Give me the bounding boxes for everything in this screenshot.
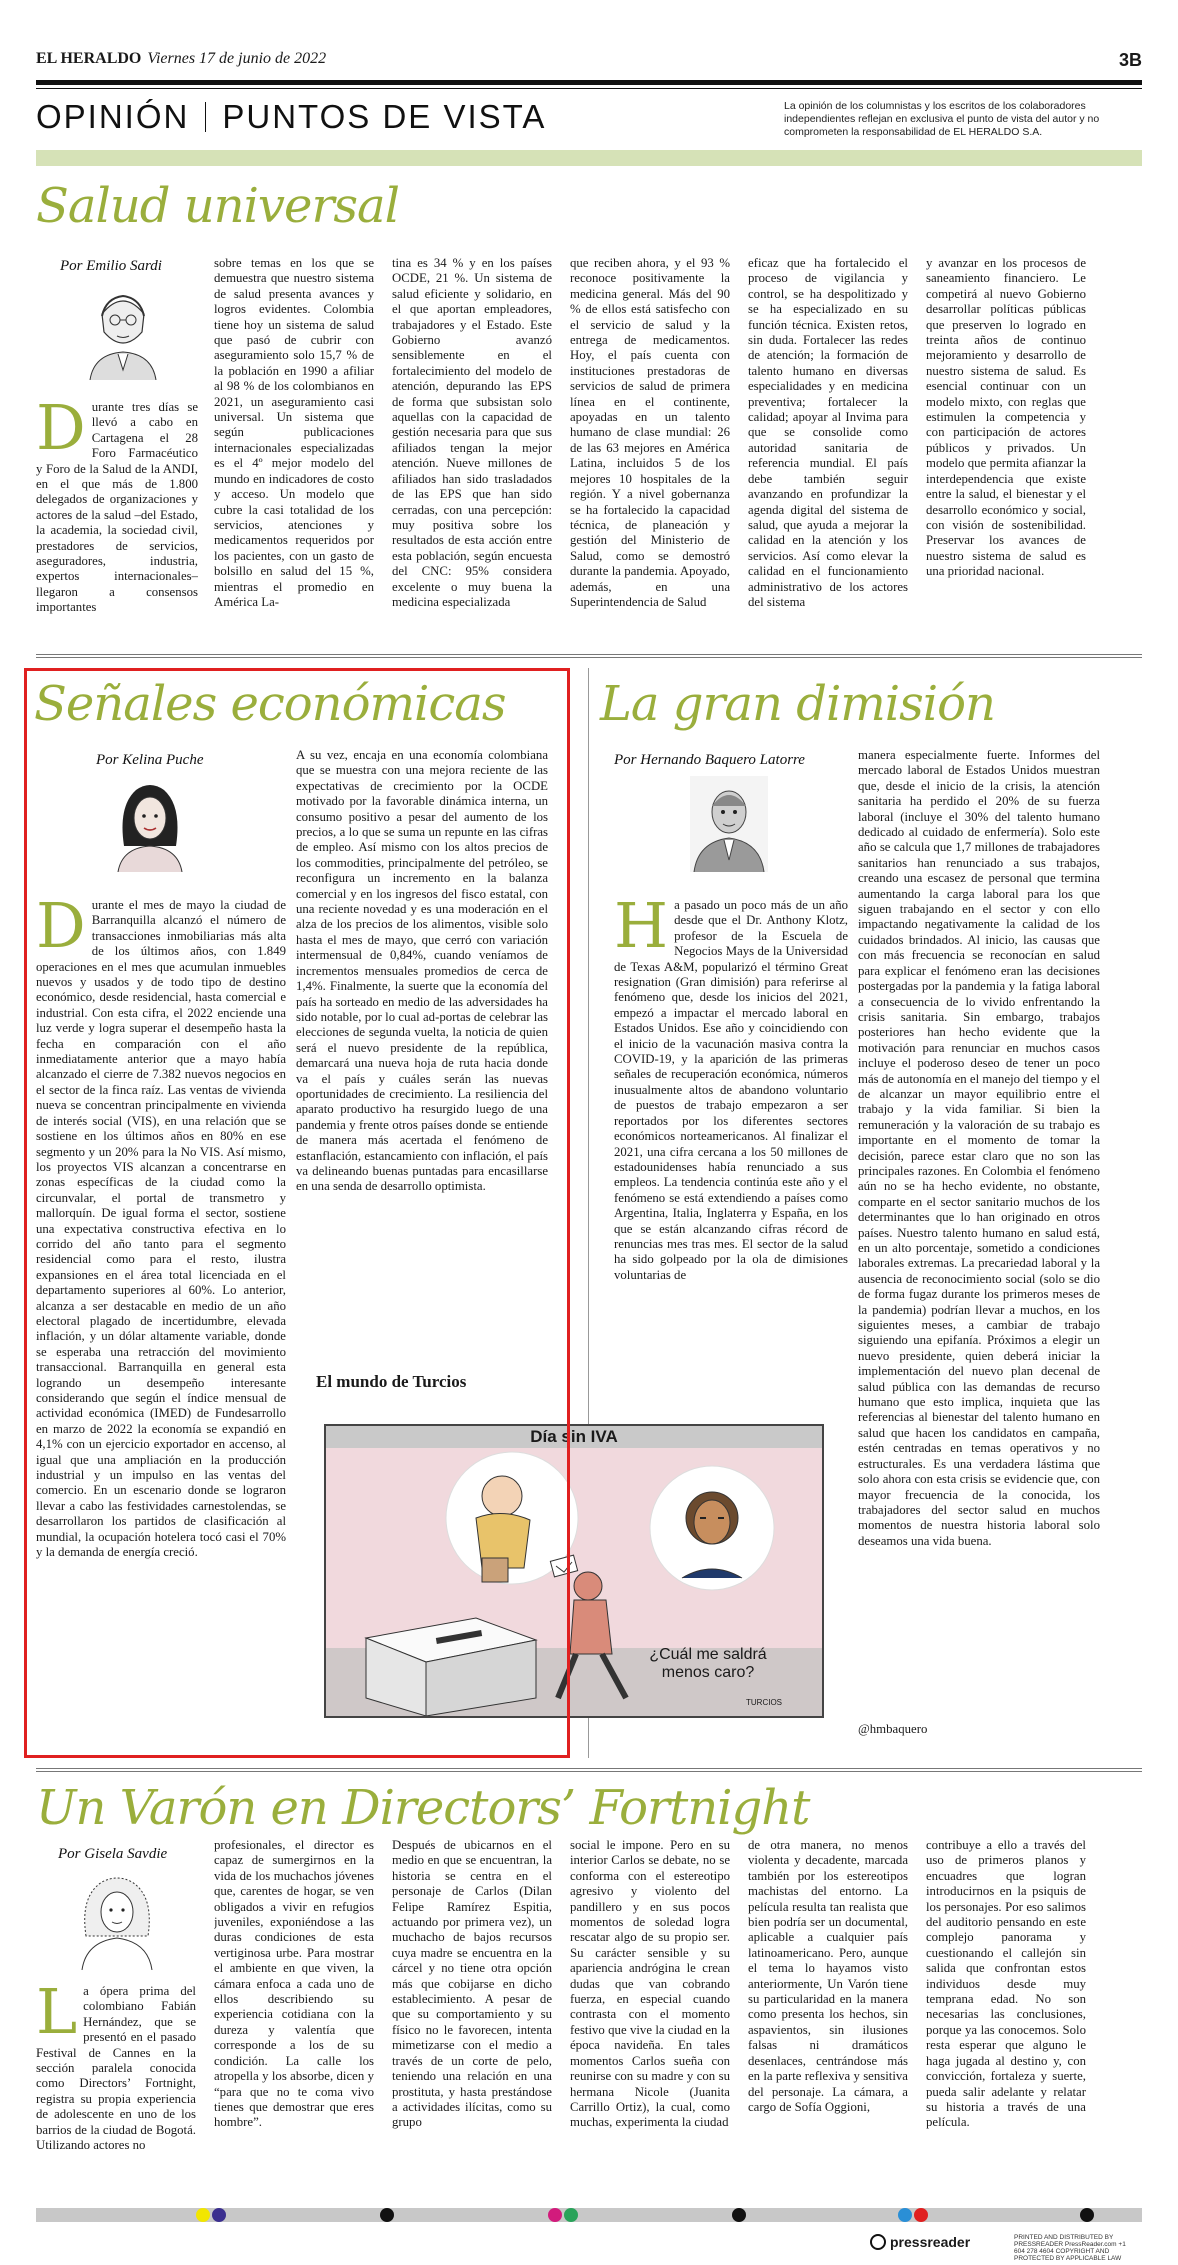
subsection-name: PUNTOS DE VISTA — [222, 98, 547, 135]
dropcap: D — [36, 898, 86, 962]
article-headline-salud: Salud universal — [36, 178, 399, 234]
article-divider — [36, 1771, 1142, 1772]
registration-dot — [732, 2208, 746, 2222]
article-column: que reciben ahora, y el 93 % reconoce positivamente la medicina general. Más del 90 % de ellos está satisfecho con el servicio de salud y la entrega de medicamentos. Hoy, el país cuenta con instituciones prestadoras de servicios de salud de primera línea en el continente, apoyadas en un talento humano de clase mundial: 26 de las 63 mejores en América Latina, incluidos 5 de los mejores 10 hospitales de la región. Y a nivel gobernanza se ha fortalecido la capacidad técnica, de planeación y gestión del Ministerio de Salud, como se demostró durante la pandemia. Apoyado, además, en una Superintendencia de Salud — [570, 256, 730, 609]
article-byline-baquero: Por Hernando Baquero Latorre — [614, 752, 805, 768]
registration-dot — [212, 2208, 226, 2222]
dropcap: L — [36, 1984, 78, 2048]
registration-dot — [914, 2208, 928, 2222]
highlight-box — [24, 668, 570, 1758]
header-rule — [36, 80, 1142, 85]
page-number: 3B — [1118, 50, 1142, 70]
author-handle: @hmbaquero — [858, 1722, 928, 1736]
article-divider — [36, 654, 1142, 655]
article-column: sobre temas en los que se demuestra que nuestro sistema de salud presenta avances y logros evidentes. Colombia tiene hoy un sistema de salud que pasó de cubrir con aseguramiento solo 15,7 % de la población en 1990 a afiliar al 98 % de los colombianos en 2021, un aseguramiento casi universal. Un sistema que según publicaciones internacionales especializadas es el 4º mejor modelo del mundo en indicadores de costo y acceso. Un modelo que cubre la casi totalidad de los servicios, atenciones y medicamentos requeridos por los pacientes, con un gasto de bolsillo en salud del 15 %, mientras el promedio en América La- — [214, 256, 374, 609]
article-divider — [36, 1768, 1142, 1769]
article-column: A su vez, encaja en una economía colombiana que se muestra con una mejora reciente de las expectativas de crecimiento por la OCDE motivado por la favorable dinámica interna, un consumo positivo a pesar del aumento de los precios, a lo que se suma un repunte en las cifras de empleo. Así mismo con los altos precios de los commodities, principalmente del petróleo, se reconfigura un incremento en la balanza comercial y en los ingresos del fisco estatal, con una reciente novedad y es una moderación en el alza de los precios de los alimentos, visible solo hasta el mes de mayo, que cerró con variación intermensual de 0,84%, cuando veníamos de incrementos mensuales promedios de cerca de 1,4%. Finalmente, la suerte que la economía del país ha sorteado en medio de las adversidades ha sido notable, por lo cual ad-portas de celebrar las elecciones de segunda vuelta, la noticia de quien será el nuevo presidente de la república, demarcará una nueva hoja de ruta hacia donde va el país y cuáles serán las nuevas oportunidades de crecimiento. La resiliencia del aparato productivo ha resurgido luego de una pandemia y frente otros países donde se entiende de manera más acertada el fenómeno de estanflación, estancamiento con inflación, el país va delineando buenas puntadas para encasillarse en una senda de desarrollo optimista. — [296, 748, 548, 1194]
section-color-bar — [36, 150, 1142, 166]
masthead-name: EL HERALDO — [36, 50, 142, 67]
registration-dot — [564, 2208, 578, 2222]
article-column — [614, 898, 848, 1368]
section-separator — [205, 102, 206, 132]
article-column: manera especialmente fuerte. Informes del mercado laboral de Estados Unidos muestran que, desde el inicio de la crisis, la atención sanitaria ha perdido el 20% de su fuerza laboral (incluye el 30% del talento humano dedicado al cuidado de enfermería). Solo este año se calcula que 1,7 millones de trabajadores sanitarios han renunciado a sus trabajos, creando una escasez de personal que termina aumentando la carga laboral para los que siguen trabajando en el sector y con ello impactando negativamente la calidad de los cuidados brindados. Al inicio, las causas que con más frecuencia se reconocían en salud para explicar el fenómeno eran las decisiones postergadas por la pandemia y la fatiga laboral a consecuencia de lo vivido enfrentando la crisis sanitaria. Sin embargo, trabajos posteriores han hecho evidente que la motivación para renunciar en muchos casos incluye el poderoso deseo de tener un poco más de autonomía en el manejo del tiempo y el de alcanzar un mayor equilibrio entre el trabajo y la vida familiar. Si bien la remuneración y la valoración de su trabajo es importante en el momento de tomar la decisión, parece estar claro que no son las principales razones. En Colombia el fenómeno aún no se ha hecho evidente, no obstante, comparte en el sector sanitario muchos de los determinantes que lo han originado en otros países. Nuestro talento humano en salud está, en un alto porcentaje, sometido a condiciones laborales extremas. La precariedad laboral y la ausencia de reconocimiento social (solo se dio de forma fugaz durante los primeros meses de la pandemia) podrían llevar a muchos, en los siguientes meses, a cambiar de trabajo siguiendo una epifanía. Próximos a elegir un nuevo presidente, quien deberá iniciar la implementación del nuevo plan decenal de salud pública con las demandas de recurso humano que esto implica, inquieta que las referencias al bienestar del talento humano en salud que hacen los candidatos en campaña, estén centradas en temas operativos y no estructurales. Es una verdadera lástima que solo ahora con esta crisis se evidencie que, con mayor frecuencia de la conocida, los trabajadores del sector salud en muchos momentos de nuestra historia laboral solo deseamos una vida buena. — [858, 748, 1100, 1548]
portrait-gisela-savdie — [72, 1870, 162, 1970]
header-rule-thin — [36, 88, 1142, 89]
article-column: social le impone. Pero en su interior Carlos se debate, no se conforma con el estereotipo agresivo y violento del pandillero y en sus pocos momentos de soledad logra rescatar algo de su propio ser. Su carácter sensible y su apariencia andrógina le crean dudas que van cobrando fuerza, en especial cuando contrasta con el momento festivo que vive la ciudad en la época navideña. En tales momentos Carlos sueña con reunirse con su madre y con su hermana Nicole (Juanita Carrillo Ortiz), la cual, como muchas, experimenta la ciudad — [570, 1838, 730, 2130]
registration-dot — [196, 2208, 210, 2222]
cartoon-title: Día sin IVA — [326, 1426, 822, 1448]
author-portrait-savdie — [72, 1870, 162, 1970]
article-column: tina es 34 % y en los países OCDE, 21 %. Un sistema de salud eficiente y solidario, en el que aportan empleadores, trabajadores y el Estado. Este Gobierno avanzó sensiblemente en el fortalecimiento del modelo de atención, depurando las EPS de forma que subsistan solo aquellas con la capacidad de gestión necesaria para que sus afiliados tengan la mejor atención. Nueve millones de afiliados han sido trasladados de las EPS que han sido cerradas, con una percepción: muy positiva sobre los resultados de esta acción entre esta población, según encuesta del CNC: 95% considera excelente o muy buena la medicina especializada — [392, 256, 552, 609]
article-column: de otra manera, no menos violenta y decadente, marcada también por los estereotipos machistas del entorno. La película resulta tan realista que bien podría ser un documental, aplicable a cualquier país latinoamericano. Pero, aunque el tema lo hayamos visto anteriormente, Un Varón tiene su particularidad en la manera como presenta los hechos, sin aspavientos, sin ilusiones falsas ni dramáticos desenlaces, centrándose más en la parte reflexiva y sensitiva del personaje. La cámara, a cargo de Sofía Oggioni, — [748, 1838, 908, 2114]
article-byline-sardi: Por Emilio Sardi — [60, 258, 162, 274]
pressreader-logo — [870, 2234, 886, 2250]
article-column: Después de ubicarnos en el medio en que se encuentran, la historia se centra en el personaje de Carlos (Dilan Felipe Ramírez Espitia, actuando por primera vez), un muchacho de bajos recursos cuya madre se encuentra en la cárcel y no tiene otra opción más que cobijarse en dicho establecimiento. A pesar de que su comportamiento y su físico no le favorecen, intenta mimetizarse con el medio a través de un corte de pelo, teniendo una relación en una prostituta, y hasta prestándose a actividades ilícitas, como su grupo — [392, 1838, 552, 2130]
portrait-hernando-baquero — [690, 776, 768, 872]
pressreader-brand — [870, 2234, 970, 2250]
article-column: eficaz que ha fortalecido el proceso de vigilancia y control, se ha despolitizado y se ha especializado en su función técnica. Existen retos, sin duda. Fortalecer las redes de atención; la formación de talento humano en diversas especialidades y en medicina preventiva; fortalecer la calidad; apoyar al Invima para que se consolide como autoridad sanitaria de referencia mundial. El país debe también seguir avanzando en profundizar la agenda digital del sistema de salud, que ayuda a mejorar la calidad en la atención y los servicios. Así como elevar la calidad en el funcionamiento administrativo de los actores del sistema — [748, 256, 908, 609]
cartoon-signature: TURCIOS — [746, 1698, 782, 1707]
registration-dot — [548, 2208, 562, 2222]
author-portrait-baquero — [690, 776, 768, 872]
article-divider — [36, 657, 1142, 658]
registration-dot — [380, 2208, 394, 2222]
cartoon-speech: ¿Cuál me saldrá menos caro? — [649, 1646, 767, 1681]
article-headline-senales: Señales económicas — [34, 676, 506, 732]
article-text: a ópera prima del colombiano Fabián Hernández, que se presentó en el pasado Festival de Cannes en la sección paralela conocida como Directors’ Fortnight, registra su propia experiencia de adolescente en uno de los barrios de la ciudad de Bogotá. Utilizando actores no — [36, 1984, 196, 2153]
article-text: a pasado un poco más de un año desde que el Dr. Anthony Klotz, profesor de la Escuela de Negocios Mays de la Universidad de Texas A&M, popularizó el término Great resignation (Gran dimisión) para referirse al fenómeno que, desde los inicios del 2021, empezó a impactar el mercado laboral en Estados Unidos. Ese año y coincidiendo con el inicio de la vacunación masiva contra la COVID-19, y la aparición de las primeras señales de recuperación económica, números inusualmente altos de abandono voluntario de puestos de trabajo empezaron a ser reportados por los diferentes sectores económicos norteamericanos. Al finalizar el 2021, una cifra cercana a los 50 millones de estadounidenses había renunciado a sus empleos. La tendencia continúa este año y el fenómeno se está extendiendo a países como Argentina, Italia, Inglaterra y España, en los que se están alcanzando cifras récord de renuncias mes tras mes. El sector de la salud ha sido golpeado por la ola de dimisiones voluntarias de — [614, 898, 848, 1282]
masthead — [36, 50, 326, 68]
article-column — [36, 1984, 196, 2184]
author-portrait-sardi — [82, 284, 164, 380]
section-title — [36, 98, 546, 136]
dropcap: H — [614, 898, 669, 962]
article-text: urante tres días se llevó a cabo en Cartagena el 28 Foro Farmacéutico y Foro de la Salud de la ANDI, en el que más de 1.800 delegados de organizaciones y actores de la salud –del Estado, la academia, la sociedad civil, prestadores de servicios, aseguradores, industria, expertos internacionales– llegaron a consensos importantes — [36, 400, 198, 615]
editorial-disclaimer: La opinión de los columnistas y los escritos de los colaboradores independientes reflejan en exclusiva el punto de vista del autor y no comprometen la responsabilidad de EL HERALDO S.A. — [784, 100, 1100, 138]
pressreader-notice: PRINTED AND DISTRIBUTED BY PRESSREADER PressReader.com +1 604 278 4604 COPYRIGHT AND PROTECTED BY APPLICABLE LAW — [1014, 2234, 1126, 2262]
masthead-date: Viernes 17 de junio de 2022 — [147, 50, 327, 67]
article-column: contribuye a ello a través del uso de primeros planos y encuadres que logran introducirnos en la psiquis de los personajes. Por eso salimos del auditorio pensando en este complejo panorama y cuestionando el callejón sin salida que confrontan estos individuos desde muy temprana edad. No son necesarias las conclusiones, porque ya las conocemos. Solo resta esperar que alguno le haga jugada al destino y, con convicción, fortaleza y suerte, pueda salir adelante y relatar su historia a través de una película. — [926, 1838, 1086, 2130]
section-name: OPINIÓN — [36, 98, 190, 135]
article-headline-dimision: La gran dimisión — [600, 676, 995, 732]
cartoon-section-title: El mundo de Turcios — [316, 1372, 467, 1391]
article-column: y avanzar en los procesos de saneamiento financiero. Le competirá al nuevo Gobierno desarrollar políticas públicas que preserven lo logrado en treinta años de continuo mejoramiento y desarrollo de nuestro sistema de salud. Es esencial continuar con un modelo mixto, con reglas que estimulen la competencia y con participación de actores públicos y privados. Un modelo que permita afianzar la interdependencia que existe entre la salud, el bienestar y el desarrollo económico y social, con visión de sostenibilidad. Preservar los avances de nuestro sistema de salud es una prioridad nacional. — [926, 256, 1086, 579]
article-column: profesionales, el director es capaz de sumergirnos en la vida de los muchachos jóvenes que, carentes de hogar, se ven obligados a vivir en refugios juveniles, exponiéndose a las duras condiciones de esta vertiginosa urbe. Para mostrar el ambiente en que viven, la cámara enfoca a cada uno de ellos describiendo su experiencia cotidiana con la dureza y valentía que corresponde a los de su condición. La calle los atropella y los absorbe, dicen y “para que no te coma vivo tienes que demostrar que eres hombre”. — [214, 1838, 374, 2130]
article-text: urante el mes de mayo la ciudad de Barranquilla alcanzó el número de transacciones inmobiliarias más alta de los últimos años, con 1.849 operaciones en el mes que acumulan inmuebles nuevos y usados y de todo tipo de destino económico, desde residencial, hasta comercial e industrial. Con esta cifra, el 2022 enciende una luz verde y logra superar el desempeño hasta la fecha en comparación con el año inmediatamente anterior que a mayo había alcanzado el cierre de 7.382 nuevos negocios en el sector de la finca raíz. Las ventas de vivienda nueva se concentran principalmente en vivienda de interés social (VIS), en una relación que se sostiene en los últimos años en 80% en ese segmento y un 20% para la No VIS. Así mismo, los proyectos VIS alcanzan a concentrarse en zonas específicas de la ciudad como la circunvalar, el portal de transmetro y mallorquín. De igual forma el sector, sostiene una expectativa constructiva efectiva en lo corrido del año tanto para el segmento residencial como para el resto, ilustra expansiones en el área total licenciada en el departamento superiores al 60%. Lo anterior, alcanza a ser destacable en medio de un año electoral plagado de incertidumbre, elevada inflación, y un dólar altamente variable, donde se esperaba una retracción del movimiento transaccional. Barranquilla en general esta logrando un desempeño interesante considerando que según el índice mensual de actividad económica (IMED) de Fundesarrollo en marzo de 2022 la economía se expandió en 4,1% con un ejercicio exportador en accenso, al igual que una ampliación en la producción industrial y un impulso en las ventas del comercio. En un escenario donde se lograron llevar a cabo las festividades carnestolendas, se desarrollaron los partidos de clasificación al mundial, la ocupación hotelera tocó casi el 70% y la demanda de energía creció. — [36, 898, 286, 1560]
article-headline-varon: Un Varón en Directors’ Fortnight — [36, 1780, 810, 1836]
article-byline-savdie: Por Gisela Savdie — [58, 1846, 168, 1862]
portrait-emilio-sardi — [82, 284, 164, 380]
dropcap: D — [36, 400, 86, 464]
registration-dot — [1080, 2208, 1094, 2222]
article-byline-puche: Por Kelina Puche — [96, 752, 204, 768]
pressreader-label: pressreader — [890, 2234, 971, 2250]
article-column — [36, 400, 198, 632]
registration-dot — [898, 2208, 912, 2222]
